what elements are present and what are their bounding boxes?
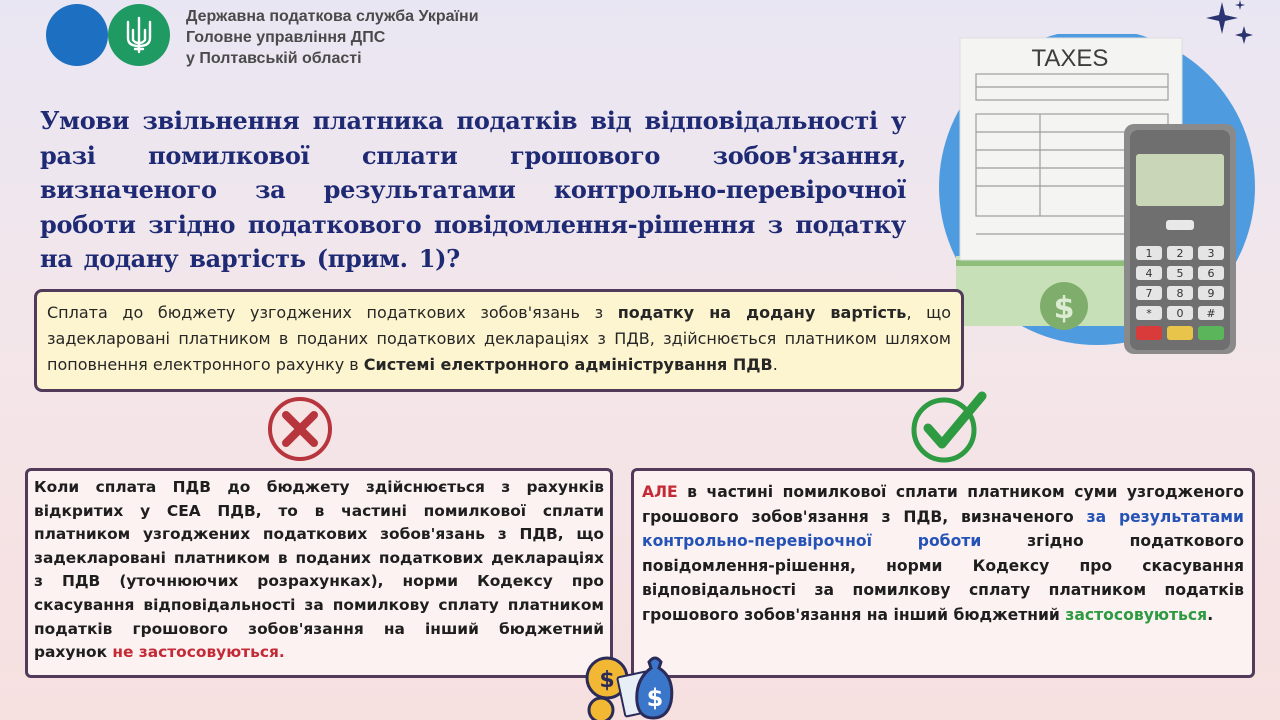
right-blue: за результатами контрольно-перевірочної роботи [642,507,1244,551]
info-text-3: . [772,355,778,374]
key-4: 4 [1145,267,1153,280]
key-8: 8 [1176,287,1184,300]
check-circle-icon [908,388,990,464]
key-6: 6 [1207,267,1215,280]
left-highlight: не застосовуються. [112,643,285,662]
left-condition-box [25,468,613,678]
key-0: 0 [1176,307,1184,320]
org-name [186,6,479,69]
right-green: застосовуються [1065,605,1208,624]
x-circle-icon [266,395,334,463]
key-5: 5 [1176,267,1184,280]
right-lead: АЛЕ [642,483,678,501]
key-hash: # [1206,307,1216,320]
doc-title: TAXES [1031,45,1109,72]
info-text-2: , що задекларовані платником в поданих податкових деклараціях з ПДВ, здійснюється платником шляхом поповнення електронного рахунку в [47,303,952,374]
svg-text:$: $ [1053,291,1075,326]
right-condition-box [631,468,1255,678]
key-star: * [1146,307,1152,320]
org-line-1: Державна податкова служба України [186,8,479,25]
key-7: 7 [1145,287,1153,300]
info-text-1: Сплата до бюджету узгоджених податкових зобов'язань з [47,303,618,322]
svg-text:$: $ [599,668,615,693]
key-1: 1 [1145,247,1153,260]
right-end: . [1207,605,1214,624]
info-bold-vat: податку на додану вартість [617,303,907,322]
logo-green-circle [108,4,170,66]
org-line-3: у Полтавській області [186,50,362,67]
taxes-illustration [936,34,1266,354]
logo-blue-circle [46,4,108,66]
key-3: 3 [1207,247,1215,260]
org-line-2: Головне управління ДПС [186,29,386,46]
money-bag-icon [583,652,679,720]
trident-icon [125,16,153,54]
key-2: 2 [1176,247,1184,260]
right-text-2: згідно податкового повідомлення-рішення, норми Кодексу про скасування відповідальності за помилкову сплату платником податків грошового зобов'язання на інший бюджетний [642,532,1244,624]
key-9: 9 [1207,287,1215,300]
left-text: Коли сплата ПДВ до бюджету здійснюється з рахунків відкритих у СЕА ПДВ, то в частині помилкової сплати платником узгоджених податкових зобов'язань з ПДВ, що задекларовані платником в поданих податкових деклараціях з ПДВ (уточнюючих розрахунках), норми Кодексу про скасування відповідальності за помилкову сплату платником податків грошового зобов'язання на інший бюджетний рахунок [34,478,604,662]
svg-text:$: $ [646,684,664,712]
info-box [34,289,964,392]
right-text-1: в частині помилкової сплати платником суми узгодженого грошового зобов'язання з ПДВ, визначеного [642,483,1244,526]
info-bold-system: Системі електронного адміністрування ПДВ [363,355,773,374]
page-title: Умови звільнення платника податків від відповідальності у разі помилкової сплати грошового зобов'язання, визначеного за результатами контрольно-перевірочної роботи згідно податкового повідомлення-рішення з податку на додану вартість (прим. 1)? [40,106,906,273]
